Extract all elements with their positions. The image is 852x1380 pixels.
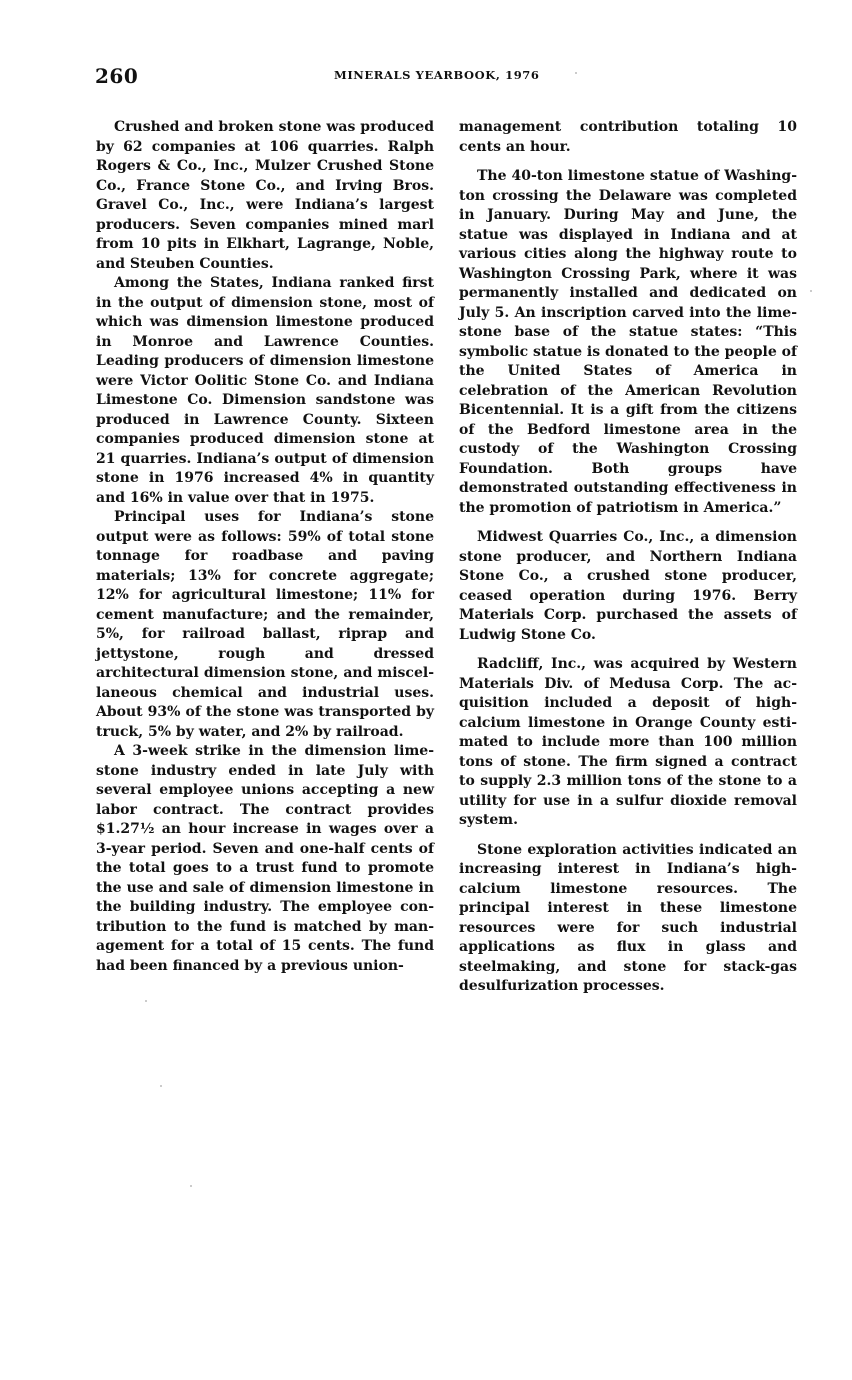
left-column [96, 118, 434, 976]
paragraph-radcliff: Radcliff, Inc., was acquired by Western Materials Div. of Medusa Corp. The acquisition included a deposit of high-calcium limestone in Orange County estimated to include more than 100 million tons of stone. The firm signed a contract to supply 2.3 million tons of the stone to a utility for use in a sulfur dioxide removal system. [459, 656, 797, 828]
paragraph-midwest-quarries: Midwest Quarries Co., Inc., a dimension stone producer, and Northern Indiana Stone Co., a crushed stone producer, ceased operation during 1976. Berry Materials Corp. purchased the assets of Ludwig Stone Co. [459, 529, 797, 643]
scan-speck [575, 72, 577, 74]
paragraph-exploration: Stone exploration activities indicated an increasing interest in Indiana’s high-calcium limestone resources. The principal interest in these limestone resources were for such industrial applications as flux in glass and steelmaking, and stone for stack-gas desulfurization processes. [459, 841, 797, 994]
scan-speck [145, 1000, 147, 1002]
paragraph-principal-uses: Principal uses for Indiana’s stone output were as follows: 59% of total stone tonnage for roadbase and paving materials; 13% for concrete aggregate; 12% for agricultural limestone; 11% for cement manufacture; and the remainder, 5%, for railroad ballast, riprap and jettystone, rough and dressed architectural dimension stone, and miscellaneous chemical and industrial uses. About 93% of the stone was transported by truck, 5% by water, and 2% by railroad. [96, 509, 434, 740]
paragraph-statue: The 40-ton limestone statue of Washington crossing the Delaware was completed in January. During May and June, the statue was displayed in Indiana and at various cities along the highway route to Washington Crossing Park, where it was permanently installed and dedicated on July 5. An inscription carved into the limestone base of the statue states: “This symbolic statue is donated to the people of the United States of America in celebration of the American Revolution Bicentennial. It is a gift from the citizens of the Bedford limestone area in the custody of the Washington Crossing Foundation. Both groups have demonstrated outstanding effectiveness in the promotion of patriotism in America.” [459, 168, 797, 516]
paragraph-dimension-stone: Among the States, Indiana ranked first in the output of dimension stone, most of which was dimension limestone produced in Monroe and Lawrence Counties. Leading producers of dimension limestone were Victor Oolitic Stone Co. and Indiana Limestone Co. Dimension sandstone was produced in Lawrence County. Sixteen companies produced dimension stone at 21 quarries. Indiana’s output of dimension stone in 1976 increased 4% in quantity and 16% in value over that in 1975. [96, 275, 434, 506]
page-number: 260 [95, 64, 139, 88]
paragraph-strike: A 3-week strike in the dimension limestone industry ended in late July with several employee unions accepting a new labor contract. The contract provides $1.27½ an hour increase in wages over a 3-year period. Seven and one-half cents of the total goes to a trust fund to promote the use and sale of dimension limestone in the building industry. The employee contribution to the fund is matched by management for a total of 15 cents. The fund had been financed by a previous union- [96, 743, 434, 974]
scan-speck [810, 290, 812, 292]
scan-speck [160, 1085, 162, 1087]
scan-speck [190, 1185, 192, 1187]
running-head: MINERALS YEARBOOK, 1976 [334, 68, 540, 82]
paragraph-continuation: management contribution totaling 10 cents an hour. [459, 119, 797, 155]
right-column [459, 118, 797, 997]
paragraph-crushed-stone: Crushed and broken stone was produced by 62 companies at 106 quarries. Ralph Rogers & Co., Inc., Mulzer Crushed Stone Co., France Stone Co., and Irving Bros. Gravel Co., Inc., were Indiana’s largest producers. Seven companies mined marl from 10 pits in Elkhart, Lagrange, Noble, and Steuben Counties. [96, 119, 434, 272]
